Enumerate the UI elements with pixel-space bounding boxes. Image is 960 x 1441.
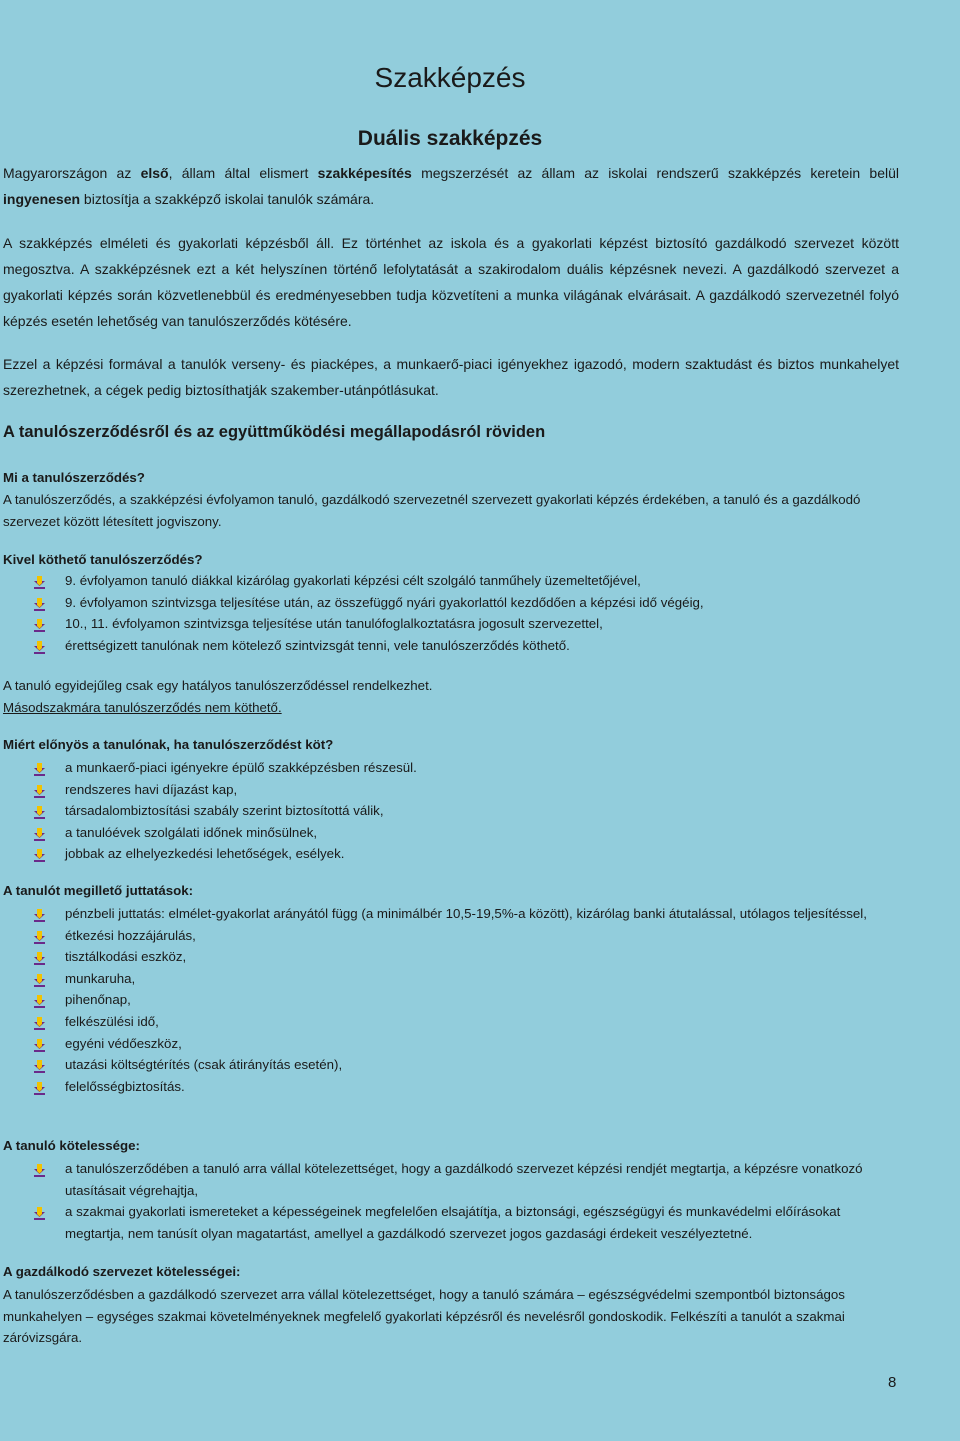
list-item — [34, 946, 874, 968]
list-item — [34, 989, 874, 1011]
arrow-bullet-icon — [34, 639, 45, 652]
list-item-text: tisztálkodási eszköz, — [65, 949, 187, 965]
company-duty-heading: A gazdálkodó szervezet kötelességei: — [3, 1264, 241, 1279]
list-item-text: egyéni védőeszköz, — [65, 1035, 182, 1051]
arrow-bullet-icon — [34, 1205, 45, 1218]
student-duty-list — [34, 1158, 874, 1244]
intro-paragraph-1 — [3, 160, 899, 212]
list-item-text: a tanulóévek szolgálati időnek minősülnek, — [65, 824, 318, 840]
list-item-text: 9. évfolyamon szintvizsga teljesítése után, az összefüggő nyári gyakorlattól kezdődően a képzési idő végéig, — [65, 594, 704, 610]
arrow-bullet-icon — [34, 1058, 45, 1071]
list-item-text: rendszeres havi díjazást kap, — [65, 781, 238, 797]
list-item — [34, 968, 874, 990]
list-item-text: a munkaerő-piaci igényekre épülő szakképzésben részesül. — [65, 760, 417, 775]
list-item — [34, 779, 874, 801]
list-item-text: 9. évfolyamon tanuló diákkal kizárólag gyakorlati képzési célt szolgáló tanműhely üzemeltetőjével, — [65, 573, 641, 588]
list-item — [34, 925, 874, 947]
section-heading: A tanulószerződésről és az együttműködési megállapodásról röviden — [3, 423, 546, 441]
list-item-text: felkészülési idő, — [65, 1013, 159, 1029]
arrow-bullet-icon — [34, 950, 45, 963]
list-item — [34, 843, 874, 865]
page-number: 8 — [888, 1374, 897, 1391]
arrow-bullet-icon — [34, 1037, 45, 1050]
list-item-text: felelősségbiztosítás. — [65, 1078, 185, 1094]
arrow-bullet-icon — [34, 783, 45, 796]
what-heading: Mi a tanulószerződés? — [3, 470, 145, 485]
intro-paragraph-3: Ezzel a képzési formával a tanulók verseny- és piacképes, a munkaerő-piaci igényekhez igazodó, modern szaktudást és biztos munkahelyet szerezhetnek, a cégek pedig biztosíthatják szakember-utánpótlásukat. — [3, 356, 899, 398]
with-whom-heading: Kivel köthető tanulószerződés? — [3, 552, 203, 567]
list-item — [34, 613, 874, 635]
what-text: A tanulószerződés, a szakképzési évfolyamon tanuló, gazdálkodó szervezetnél szervezett gyakorlati képzés érdekében, a tanuló és a gazdálkodó szervezet között létesített jogviszony. — [3, 492, 861, 529]
note-single-contract: A tanuló egyidejűleg csak egy hatályos tanulószerződéssel rendelkezhet. — [3, 678, 433, 693]
intro-text: biztosítja a szakképző iskolai tanulók számára. — [80, 191, 375, 207]
section-title: Duális szakképzés — [357, 127, 543, 150]
list-item-text: társadalombiztosítási szabály szerint biztosítottá válik, — [65, 803, 384, 819]
list-item — [34, 903, 874, 925]
list-item-text: a tanulószerződében a tanuló arra vállal kötelezettséget, hogy a gazdálkodó szervezet képzési rendjét megtartja, a képzésre vonatkozó utasításait végrehajtja, — [65, 1161, 863, 1198]
list-item-text: pénzbeli juttatás: elmélet-gyakorlat arányától függ (a minimálbér 10,5-19,5%-a között), kizárólag banki átutalással, utólagos teljesítéssel, — [65, 906, 867, 921]
list-item — [34, 1158, 874, 1201]
list-item — [34, 1076, 874, 1098]
arrow-bullet-icon — [34, 617, 45, 630]
arrow-bullet-icon — [34, 907, 45, 920]
with-whom-list — [34, 570, 874, 656]
list-item — [34, 800, 874, 822]
list-item-text: utazási költségtérítés (csak átirányítás esetén), — [65, 1057, 343, 1073]
intro-bold-text: ingyenesen — [3, 191, 81, 207]
list-item — [34, 1011, 874, 1033]
arrow-bullet-icon — [34, 596, 45, 609]
intro-text: megszerzését az állam az iskolai rendszerű szakképzés keretein belül — [411, 165, 900, 181]
list-item — [34, 635, 874, 657]
list-item-text: pihenőnap, — [65, 992, 131, 1008]
list-item-text: jobbak az elhelyezkedési lehetőségek, esélyek. — [65, 846, 345, 862]
intro-text: , állam által elismert — [168, 165, 318, 181]
arrow-bullet-icon — [34, 1162, 45, 1175]
arrow-bullet-icon — [34, 574, 45, 587]
note-second-trade: Másodszakmára tanulószerződés nem köthető. — [3, 700, 282, 715]
benefits-heading: A tanulót megillető juttatások: — [3, 883, 194, 898]
list-item-text: érettségizett tanulónak nem kötelező szintvizsgát tenni, vele tanulószerződés köthető. — [65, 637, 570, 653]
arrow-bullet-icon — [34, 1080, 45, 1093]
arrow-bullet-icon — [34, 761, 45, 774]
benefits-list — [34, 903, 874, 1097]
page-title: Szakképzés — [374, 62, 526, 93]
list-item — [34, 1054, 874, 1076]
why-list — [34, 757, 874, 865]
arrow-bullet-icon — [34, 993, 45, 1006]
arrow-bullet-icon — [34, 847, 45, 860]
list-item — [34, 757, 874, 779]
intro-bold-text: első — [140, 165, 169, 181]
list-item-text: étkezési hozzájárulás, — [65, 927, 196, 943]
intro-text: Magyarországon az — [3, 165, 141, 181]
list-item-text: a szakmai gyakorlati ismereteket a képességeinek megfelelően elsajátítja, a biztonsági, egészségügyi és munkavédelmi előírásokat megtartja, nem tanúsít olyan magatartást, amellyel a gazdálkodó szervezet jogos gazdasági érdekeit veszélyeztetné. — [65, 1204, 841, 1241]
intro-bold-text: szakképesítés — [317, 165, 412, 181]
list-item — [34, 570, 874, 592]
arrow-bullet-icon — [34, 826, 45, 839]
company-duty-text: A tanulószerződésben a gazdálkodó szervezet arra vállal kötelezettséget, hogy a tanuló számára – egészségvédelmi szempontból biztonságos munkahelyen – egységes szakmai követelményeknek megfelelő gyakorlati képzésről és nevelésről gondoskodik. Felkészíti a tanulót a szakmai záróvizsgára. — [3, 1287, 845, 1345]
student-duty-heading: A tanuló kötelessége: — [3, 1138, 140, 1153]
why-heading: Miért előnyös a tanulónak, ha tanulószerződést köt? — [3, 737, 334, 752]
intro-paragraph-2: A szakképzés elméleti és gyakorlati képzésből áll. Ez történhet az iskola és a gyakorlati képzést biztosító gazdálkodó szervezet között megosztva. A szakképzésnek ezt a két helyszínen történő lefolytatását a szakirodalom duális képzésnek nevezi. A gazdálkodó szervezet a gyakorlati képzés során közvetlenebbül és eredményesebben tudja közvetíteni a munka világának elvárásait. A gazdálkodó szervezetnél folyó képzés esetén lehetőség van tanulószerződés kötésére. — [3, 235, 899, 329]
arrow-bullet-icon — [34, 804, 45, 817]
arrow-bullet-icon — [34, 929, 45, 942]
arrow-bullet-icon — [34, 1015, 45, 1028]
list-item — [34, 1201, 874, 1244]
list-item — [34, 592, 874, 614]
list-item-text: 10., 11. évfolyamon szintvizsga teljesítése után tanulófoglalkoztatásra jogosult szervezettel, — [65, 616, 603, 632]
list-item-text: munkaruha, — [65, 970, 136, 986]
list-item — [34, 822, 874, 844]
list-item — [34, 1033, 874, 1055]
arrow-bullet-icon — [34, 972, 45, 985]
